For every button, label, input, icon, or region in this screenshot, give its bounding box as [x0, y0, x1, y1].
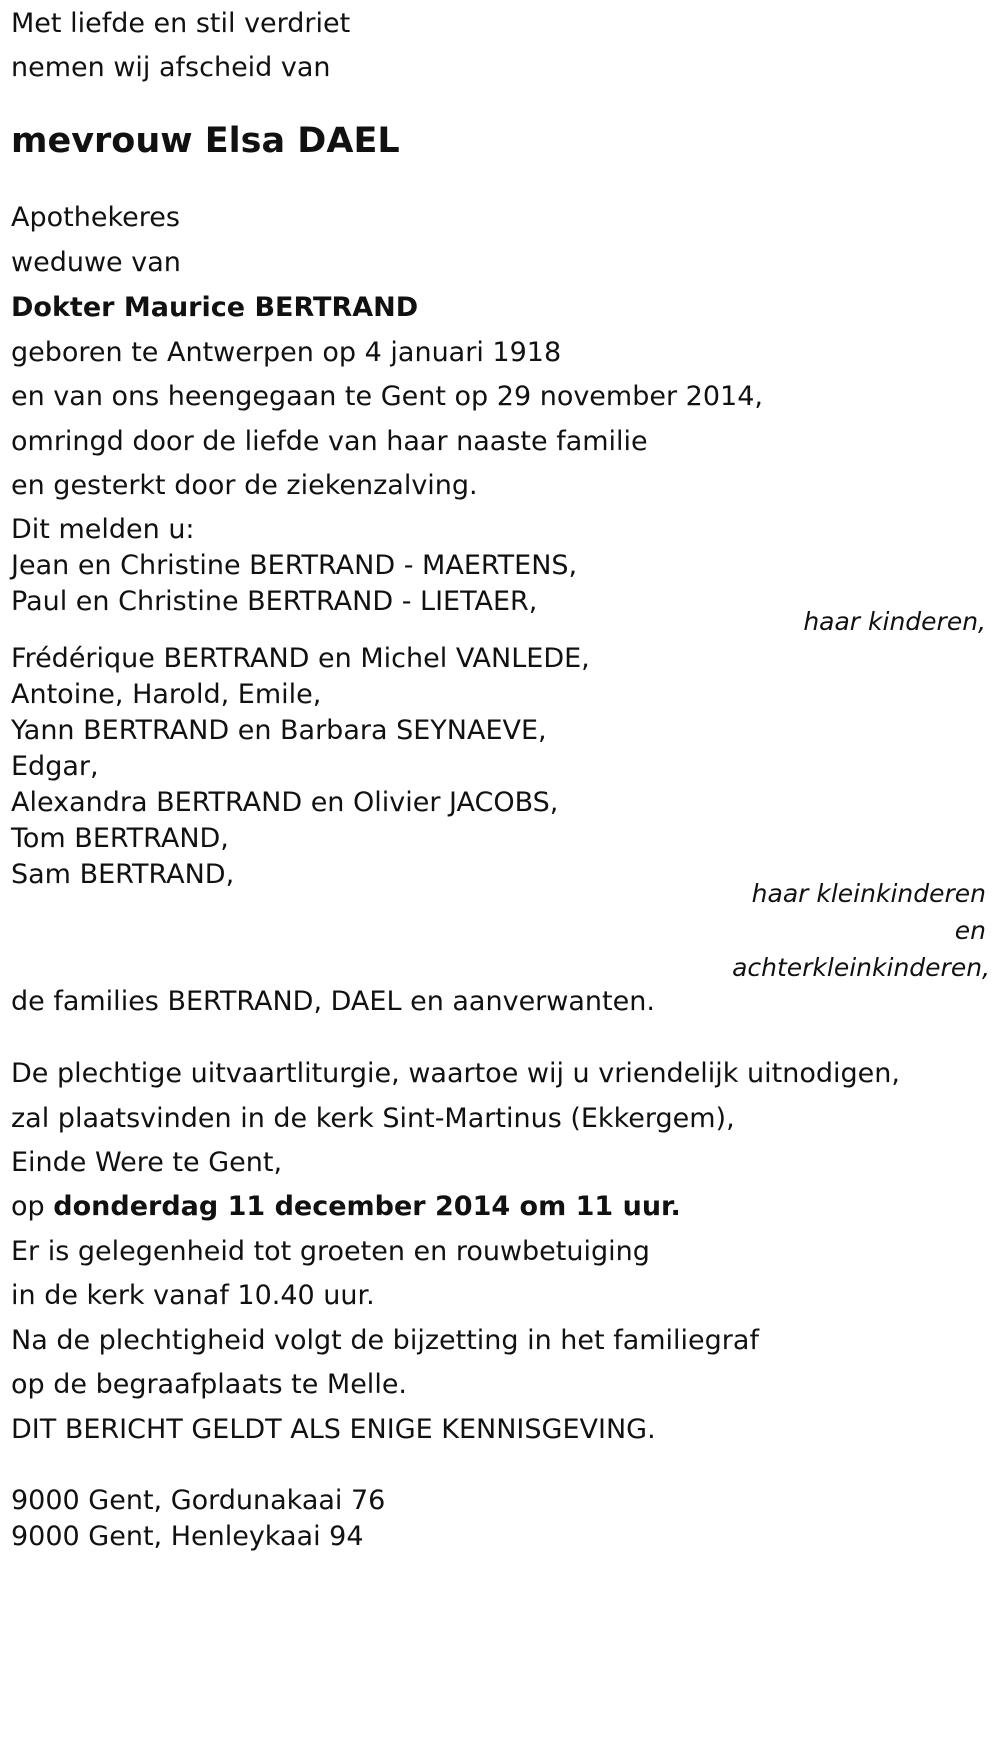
intro-line-1: Met liefde en stil verdriet [11, 8, 351, 39]
funeral-date-prefix: op [11, 1191, 45, 1222]
birth-line: geboren te Antwerpen op 4 januari 1918 [11, 337, 562, 368]
grandchildren-label: haar kleinkinderen [751, 879, 986, 908]
surrounded-line: omringd door de liefde van haar naaste familie [11, 426, 648, 457]
families-line: de families BERTRAND, DAEL en aanverwanten. [11, 986, 655, 1017]
grandchild-entry: Tom BERTRAND, [11, 823, 229, 854]
grandchild-entry: Antoine, Harold, Emile, [11, 679, 322, 710]
address-line: 9000 Gent, Henleykaai 94 [11, 1521, 364, 1552]
grandchild-entry: Frédérique BERTRAND en Michel VANLEDE, [11, 643, 590, 674]
grandchild-entry: Edgar, [11, 751, 99, 782]
profession: Apothekeres [11, 202, 180, 233]
death-line: en van ons heengegaan te Gent op 29 november 2014, [11, 381, 763, 412]
funeral-line-6: in de kerk vanaf 10.40 uur. [11, 1280, 375, 1311]
sacrament-line: en gesterkt door de ziekenzalving. [11, 470, 478, 501]
grandchild-entry: Yann BERTRAND en Barbara SEYNAEVE, [11, 715, 547, 746]
funeral-line-7: Na de plechtigheid volgt de bijzetting in het familiegraf [11, 1325, 759, 1356]
funeral-line-5: Er is gelegenheid tot groeten en rouwbetuiging [11, 1236, 650, 1267]
spouse-name: Dokter Maurice BERTRAND [11, 292, 419, 323]
address-line: 9000 Gent, Gordunakaai 76 [11, 1485, 386, 1516]
grandchildren-label: en [954, 916, 986, 945]
child-entry: Jean en Christine BERTRAND - MAERTENS, [11, 550, 578, 581]
grandchild-entry: Sam BERTRAND, [11, 859, 235, 890]
funeral-date-line [11, 1187, 681, 1227]
widow-of: weduwe van [11, 247, 181, 278]
deceased-name: mevrouw Elsa DAEL [11, 121, 400, 161]
grandchildren-label: achterkleinkinderen, [732, 953, 990, 982]
children-label: haar kinderen, [803, 607, 986, 636]
child-entry: Paul en Christine BERTRAND - LIETAER, [11, 586, 538, 617]
funeral-line-1: De plechtige uitvaartliturgie, waartoe wij u vriendelijk uitnodigen, [11, 1058, 900, 1089]
announcers-intro: Dit melden u: [11, 514, 195, 545]
funeral-line-8: op de begraafplaats te Melle. [11, 1369, 408, 1400]
funeral-date: donderdag 11 december 2014 om 11 uur. [53, 1191, 681, 1222]
funeral-line-2: zal plaatsvinden in de kerk Sint-Martinus (Ekkergem), [11, 1103, 735, 1134]
notice-line: DIT BERICHT GELDT ALS ENIGE KENNISGEVING. [11, 1414, 656, 1445]
funeral-line-3: Einde Were te Gent, [11, 1147, 283, 1178]
grandchild-entry: Alexandra BERTRAND en Olivier JACOBS, [11, 787, 559, 818]
intro-line-2: nemen wij afscheid van [11, 52, 331, 83]
